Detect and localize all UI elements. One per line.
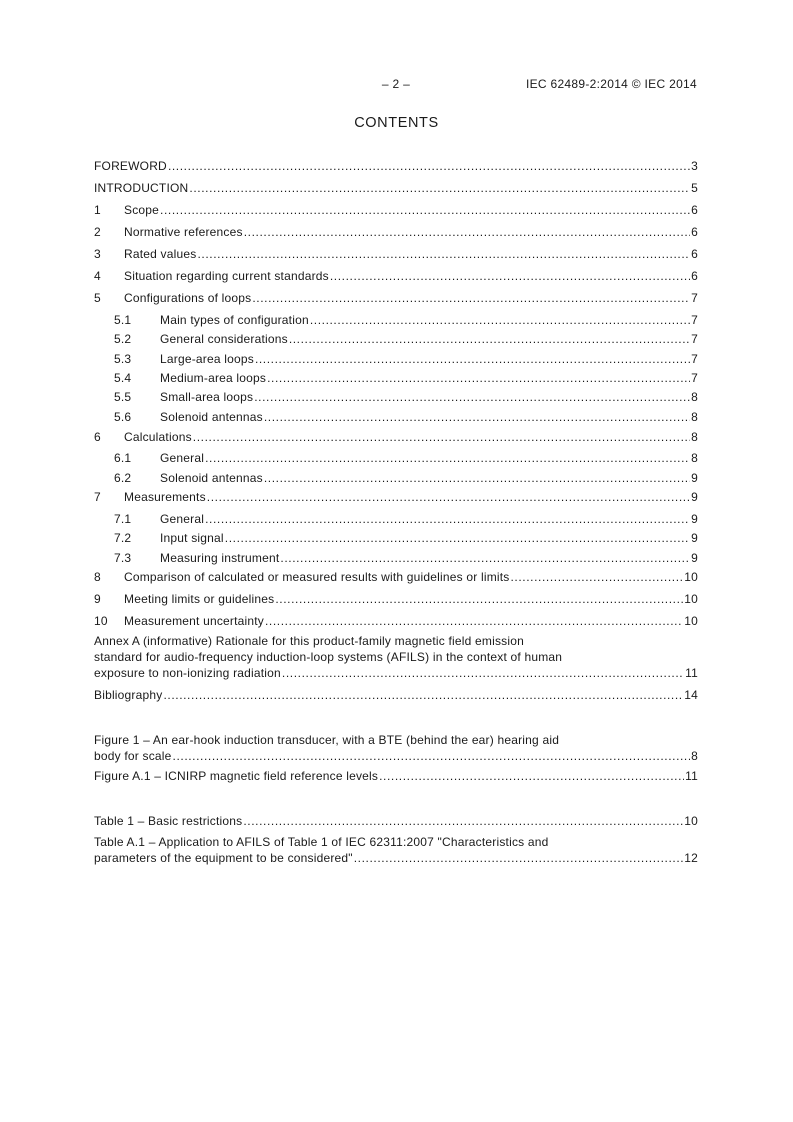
toc-number: 2 [94,225,101,239]
toc-entry-4[interactable] [94,268,698,284]
toc-number: 5.2 [114,332,132,346]
toc-page: 3 [691,159,698,173]
toc-leader [354,850,684,866]
toc-label: Medium-area loops [160,371,267,385]
toc-leader [225,530,690,546]
toc-leader [379,768,684,784]
toc-number: 7.1 [114,512,132,526]
toc-number: 6.1 [114,451,132,465]
toc-page: 9 [691,551,698,565]
toc-label-line: standard for audio-frequency induction-loop systems (AFILS) in the context of human [94,650,563,664]
toc-page: 7 [691,352,698,366]
toc-page: 8 [691,410,698,424]
toc-page: 5 [691,181,698,195]
toc-entry-figure-1[interactable] [94,732,698,764]
toc-leader [264,470,690,486]
toc-leader [264,409,690,425]
toc-number: 6.2 [114,471,132,485]
toc-entry-foreword[interactable] [94,158,698,174]
toc-label: Solenoid antennas [160,471,263,485]
toc-label: Table 1 – Basic restrictions [94,814,243,828]
toc-entry-5-6[interactable] [114,409,698,425]
toc-entry-5-2[interactable] [114,331,698,347]
toc-number: 7.2 [114,531,132,545]
toc-number: 5.6 [114,410,132,424]
toc-page: 8 [691,390,698,404]
toc-page: 10 [684,814,698,828]
toc-entry-introduction[interactable] [94,180,698,196]
toc-leader [193,429,690,445]
toc-entry-figure-a1[interactable] [94,768,698,784]
toc-entry-7-1[interactable] [114,511,698,527]
toc-page: 6 [691,225,698,239]
toc-entry-5-3[interactable] [114,351,698,367]
toc-label: Large-area loops [160,352,254,366]
toc-label: Normative references [124,225,243,239]
toc-leader [310,312,690,328]
toc-number: 4 [94,269,101,283]
toc-label: Main types of configuration [160,313,309,327]
toc-number: 3 [94,247,101,261]
toc-leader [197,246,690,262]
toc-entry-5[interactable] [94,290,698,306]
toc-entry-bibliography[interactable] [94,687,698,703]
toc-label: body for scale [94,749,172,763]
toc-label: Measuring instrument [160,551,280,565]
toc-entry-7-3[interactable] [114,550,698,566]
toc-number: 5 [94,291,101,305]
toc-leader [289,331,690,347]
toc-entry-6-2[interactable] [114,470,698,486]
page-number: – 2 – [381,77,411,91]
toc-page: 7 [691,291,698,305]
toc-label-line: Table A.1 – Application to AFILS of Table 1 of IEC 62311:2007 "Characteristics and [94,835,549,849]
toc-leader [254,389,690,405]
toc-number: 5.1 [114,313,132,327]
toc-label: INTRODUCTION [94,181,189,195]
toc-page: 6 [691,247,698,261]
toc-label: Calculations [124,430,192,444]
toc-entry-6[interactable] [94,429,698,445]
toc-page: 9 [691,490,698,504]
toc-entry-3[interactable] [94,246,698,262]
toc-entry-9[interactable] [94,591,698,607]
toc-entry-1[interactable] [94,202,698,218]
toc-number: 1 [94,203,101,217]
toc-label: exposure to non-ionizing radiation [94,666,281,680]
toc-entry-table-a1[interactable] [94,834,698,866]
document-id: IEC 62489-2:2014 © IEC 2014 [525,77,697,91]
toc-label: General considerations [160,332,288,346]
toc-leader [265,613,683,629]
toc-page: 10 [684,592,698,606]
toc-number: 10 [94,614,108,628]
toc-leader [189,180,690,196]
toc-leader [280,550,690,566]
toc-entry-7[interactable] [94,489,698,505]
toc-leader [330,268,690,284]
toc-page: 9 [691,531,698,545]
toc-label: Solenoid antennas [160,410,263,424]
toc-entry-7-2[interactable] [114,530,698,546]
toc-leader [173,748,691,764]
toc-entry-table-1[interactable] [94,813,698,829]
toc-page: 7 [691,313,698,327]
toc-label-line: Figure 1 – An ear-hook induction transducer, with a BTE (behind the ear) hearing aid [94,733,560,747]
toc-page: 12 [684,851,698,865]
toc-leader [267,370,690,386]
toc-page: 10 [684,614,698,628]
toc-page: 7 [691,371,698,385]
toc-page: 10 [684,570,698,584]
toc-leader [243,813,683,829]
toc-page: 8 [691,749,698,763]
toc-label: General [160,451,205,465]
toc-label: Scope [124,203,160,217]
toc-entry-annex-a[interactable] [94,633,698,681]
toc-number: 5.4 [114,371,132,385]
toc-page: 6 [691,269,698,283]
toc-leader [244,224,690,240]
toc-number: 9 [94,592,101,606]
toc-page: 11 [685,666,698,680]
toc-label: General [160,512,205,526]
toc-page: 9 [691,512,698,526]
toc-entry-5-4[interactable] [114,370,698,386]
toc-leader [207,489,690,505]
toc-page: 8 [691,451,698,465]
toc-leader [255,351,690,367]
toc-label: Bibliography [94,688,163,702]
toc-page: 11 [685,769,698,783]
toc-leader [160,202,690,218]
toc-label: FOREWORD [94,159,167,173]
toc-label: Measurement uncertainty [124,614,264,628]
toc-leader [282,665,684,681]
toc-page: 7 [691,332,698,346]
toc-number: 7.3 [114,551,132,565]
toc-leader [168,158,690,174]
toc-label: parameters of the equipment to be considered" [94,851,353,865]
toc-page: 9 [691,471,698,485]
toc-label: Small-area loops [160,390,254,404]
toc-page: 8 [691,430,698,444]
toc-leader [252,290,690,306]
toc-leader [511,569,684,585]
toc-leader [205,511,690,527]
toc-label-line: Annex A (informative) Rationale for this product-family magnetic field emission [94,634,524,648]
toc-number: 7 [94,490,101,504]
toc-label: Comparison of calculated or measured results with guidelines or limits [124,570,510,584]
toc-label: Situation regarding current standards [124,269,329,283]
toc-entry-2[interactable] [94,224,698,240]
toc-entry-10[interactable] [94,613,698,629]
toc-entry-5-5[interactable] [114,389,698,405]
toc-entry-6-1[interactable] [114,450,698,466]
toc-label: Meeting limits or guidelines [124,592,275,606]
toc-leader [205,450,690,466]
page-title: CONTENTS [354,115,439,131]
toc-leader [163,687,683,703]
toc-entry-8[interactable] [94,569,698,585]
toc-label: Configurations of loops [124,291,252,305]
toc-number: 5.3 [114,352,132,366]
toc-label: Figure A.1 – ICNIRP magnetic field reference levels [94,769,379,783]
toc-leader [275,591,683,607]
toc-number: 6 [94,430,101,444]
toc-label: Measurements [124,490,206,504]
toc-number: 8 [94,570,101,584]
toc-entry-5-1[interactable] [114,312,698,328]
toc-page: 14 [684,688,698,702]
toc-label: Rated values [124,247,197,261]
toc-number: 5.5 [114,390,132,404]
toc-page: 6 [691,203,698,217]
toc-label: Input signal [160,531,224,545]
